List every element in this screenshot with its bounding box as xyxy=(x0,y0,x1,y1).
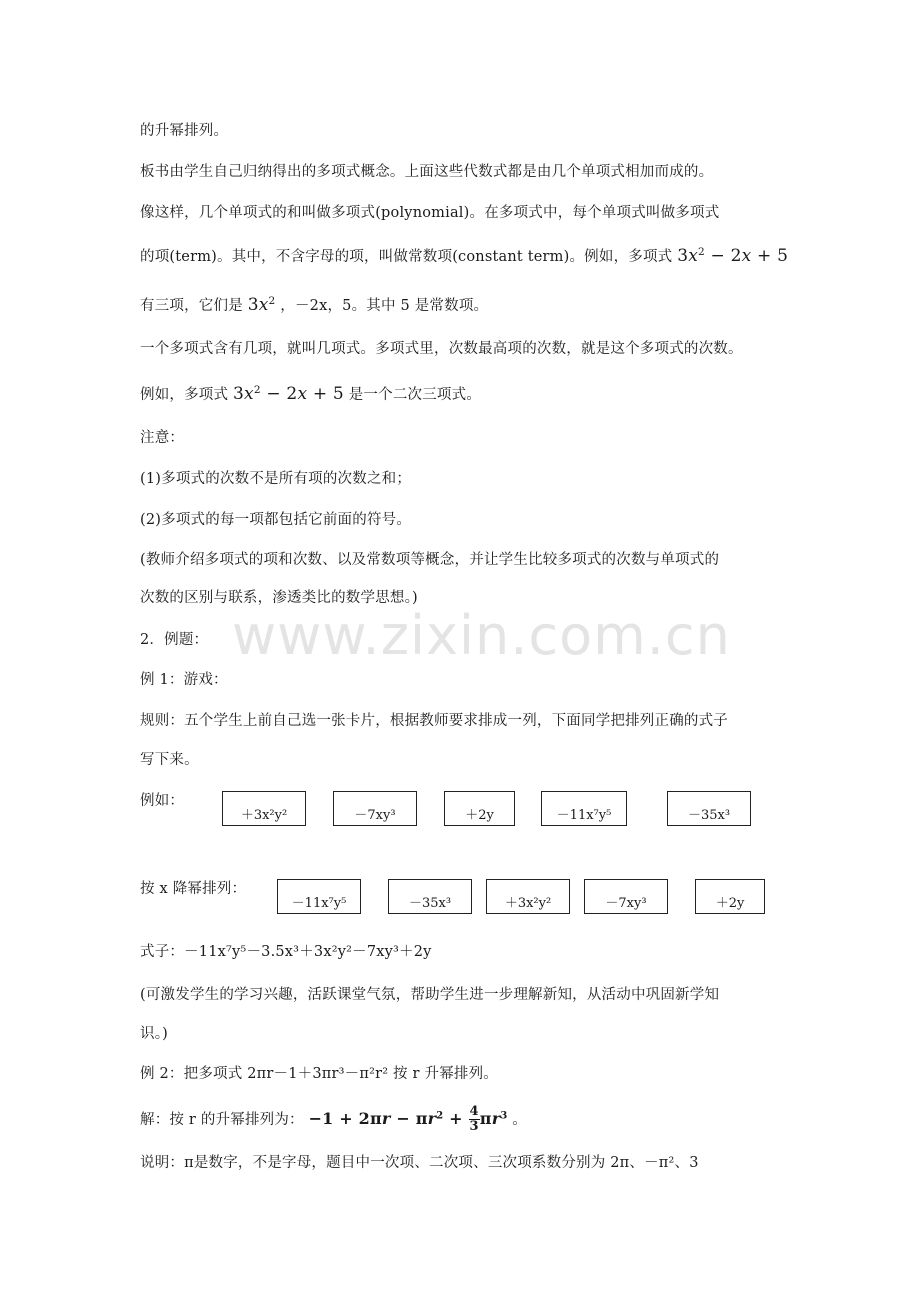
text-segment: 。 xyxy=(512,1112,527,1128)
text-line: 例 1：游戏： xyxy=(140,672,228,688)
formula-card: ＋2y xyxy=(695,879,765,914)
text-segment: 的项(term)。其中，不含字母的项，叫做常数项(constant term)。例如，多项式 xyxy=(140,249,673,265)
text-line: (1)多项式的次数不是所有项的次数之和； xyxy=(140,471,412,487)
text-line: 例如： xyxy=(140,793,185,809)
math-expression: $3x^2 - 2x + 5$ xyxy=(233,384,344,404)
math-expression: $-1 + 2\pi r - \pi r^2$ + $\frac{4}{3}$ $\pi r^3$ xyxy=(308,1104,508,1134)
text-line: 识。) xyxy=(140,1026,169,1042)
text-line: 次数的区别与联系，渗透类比的数学思想。) xyxy=(140,590,418,606)
text-line xyxy=(140,246,788,267)
text-line: 例 2：把多项式 2πr－1＋3πr³－π²r² 按 r 升幂排列。 xyxy=(140,1066,498,1082)
text-line: (2)多项式的每一项都包括它前面的符号。 xyxy=(140,512,412,528)
text-line: (可激发学生的学习兴趣，活跃课堂气氛，帮助学生进一步理解新知，从活动中巩固新学知 xyxy=(140,987,720,1003)
text-segment: ，－2x，5。其中 5 是常数项。 xyxy=(280,298,489,314)
text-line xyxy=(140,1104,527,1135)
formula-card: －35x³ xyxy=(667,791,751,826)
text-line: 写下来。 xyxy=(140,752,199,768)
text-line: 一个多项式含有几项，就叫几项式。多项式里，次数最高项的次数，就是这个多项式的次数。 xyxy=(140,341,743,357)
text-line: 板书由学生自己归纳得出的多项式概念。上面这些代数式都是由几个单项式相加而成的。 xyxy=(140,164,714,180)
text-segment: 例如，多项式 xyxy=(140,387,229,403)
formula-card: －7xy³ xyxy=(584,879,668,914)
formula-card: －35x³ xyxy=(388,879,472,914)
text-segment: 解：按 r 的升幂排列为： xyxy=(140,1112,304,1128)
text-line: 的升幂排列。 xyxy=(140,123,229,139)
math-expression: $3x^2 - 2x + 5$ xyxy=(677,246,789,266)
text-line: 式子：－11x⁷y⁵－3.5x³＋3x²y²－7xy³＋2y xyxy=(140,944,432,960)
text-segment: 有三项，它们是 xyxy=(140,298,243,314)
text-line: 按 x 降幂排列： xyxy=(140,881,247,897)
formula-card: ＋2y xyxy=(444,791,515,826)
text-line: 像这样，几个单项式的和叫做多项式(polynomial)。在多项式中，每个单项式叫做多项式 xyxy=(140,205,720,221)
text-segment: 是一个二次三项式。 xyxy=(348,387,482,403)
text-line xyxy=(140,384,481,405)
text-line: 说明：π是数字，不是字母，题目中一次项、二次项、三次项系数分别为 2π、－π²、3 xyxy=(140,1155,699,1171)
formula-card: ＋3x²y² xyxy=(486,879,570,914)
watermark: www.zixin.com.cn xyxy=(232,604,731,667)
text-line: 2．例题： xyxy=(140,632,209,648)
text-line xyxy=(140,295,488,316)
text-line: 注意： xyxy=(140,430,185,446)
text-line: (教师介绍多项式的项和次数、以及常数项等概念，并让学生比较多项式的次数与单项式的 xyxy=(140,552,720,568)
formula-card: －7xy³ xyxy=(333,791,417,826)
fraction: $\frac{4}{3}$ xyxy=(469,1104,479,1134)
formula-card: －11x⁷y⁵ xyxy=(277,879,361,914)
formula-card: ＋3x²y² xyxy=(222,791,306,826)
text-line: 规则：五个学生上前自己选一张卡片，根据教师要求排成一列，下面同学把排列正确的式子 xyxy=(140,713,728,729)
math-expression: $3x^2$ xyxy=(247,295,276,315)
formula-card: －11x⁷y⁵ xyxy=(541,791,627,826)
